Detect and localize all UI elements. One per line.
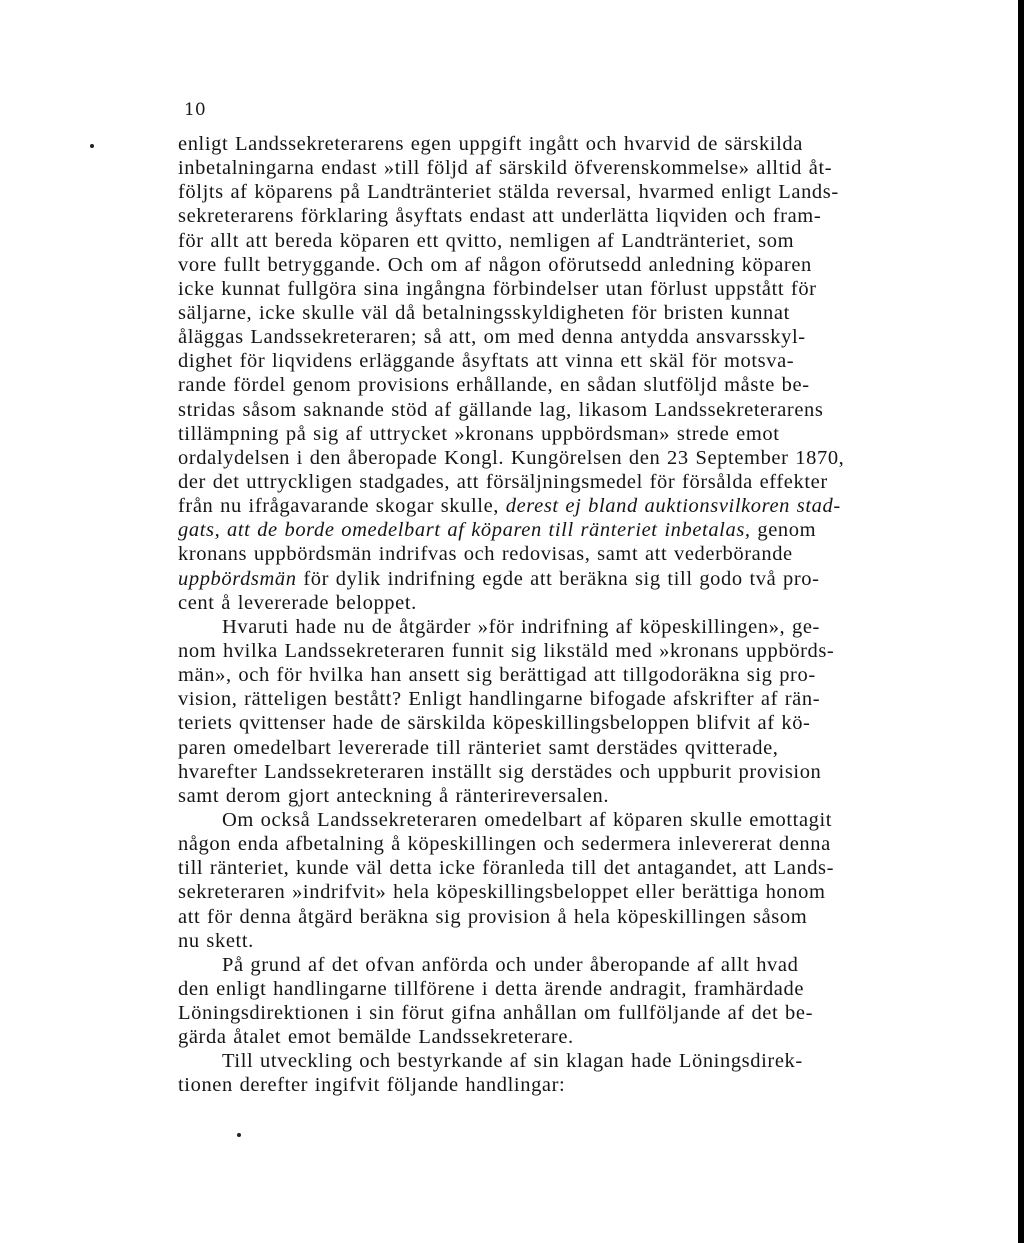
line-text: säljarne, icke skulle väl då betalningsskyldigheten för bristen kunnat [178, 301, 790, 324]
line-text: paren omedelbart levererade till ränteriet samt derstädes qvitterade, [178, 736, 779, 759]
line-text: teriets qvittenser hade de särskilda köpeskillingsbeloppen blifvit af kö- [178, 712, 811, 735]
line-text: för dylik indrifning egde att beräkna sig till godo två pro- [296, 567, 820, 590]
scan-speck [237, 1133, 241, 1137]
line-text: På grund af det ofvan anförda och under åberopande af allt hvad [222, 953, 799, 976]
text-line [178, 567, 933, 591]
text-line [178, 349, 933, 373]
text-line [178, 977, 933, 1001]
text-line [178, 470, 933, 494]
text-line [178, 760, 933, 784]
line-text: att för denna åtgärd beräkna sig provision å hela köpeskillingen såsom [178, 905, 808, 928]
text-line [178, 204, 933, 228]
text-line [178, 180, 933, 204]
text-line [178, 277, 933, 301]
text-line [178, 494, 933, 518]
text-line [178, 856, 933, 880]
line-text: från nu ifrågavarande skogar skulle, [178, 495, 506, 518]
line-text: samt derom gjort anteckning å ränterireversalen. [178, 784, 610, 807]
text-line [178, 808, 933, 832]
scan-edge [1018, 0, 1024, 1243]
text-line [178, 229, 933, 253]
line-text: kronans uppbördsmän indrifvas och redovisas, samt att vederbörande [178, 543, 793, 566]
text-line [178, 1001, 933, 1025]
line-text: till ränteriet, kunde väl detta icke föranleda till det antagandet, att Lands- [178, 857, 835, 880]
text-line [178, 736, 933, 760]
line-text: hvarefter Landssekreteraren inställt sig derstädes och uppburit provision [178, 760, 822, 783]
text-line [178, 687, 933, 711]
text-line [178, 132, 933, 156]
line-text: någon enda afbetalning å köpeskillingen och sedermera inlevererat denna [178, 833, 831, 856]
line-text: den enligt handlingarne tillförene i detta ärende andragit, framhärdade [178, 977, 805, 1000]
text-line [178, 905, 933, 929]
line-text: inbetalningarna endast »till följd af särskild öfverenskommelse» alltid åt- [178, 157, 833, 180]
text-line [178, 373, 933, 397]
text-line [178, 1073, 933, 1097]
text-line [178, 325, 933, 349]
text-line [178, 1049, 933, 1073]
text-line [178, 880, 933, 904]
text-line [178, 639, 933, 663]
line-text: Hvaruti hade nu de åtgärder »för indrifning af köpeskillingen», ge- [222, 615, 820, 638]
line-text: sekreterarens förklaring åsyftats endast att underlätta liqviden och fram- [178, 205, 822, 228]
line-text: enligt Landssekreterarens egen uppgift ingått och hvarvid de särskilda [178, 133, 803, 155]
line-text: nom hvilka Landssekreteraren funnit sig likstäld med »kronans uppbörds- [178, 639, 835, 662]
line-text: tionen derefter ingifvit följande handlingar: [178, 1074, 566, 1097]
line-text: Om också Landssekreteraren omedelbart af köparen skulle emottagit [222, 808, 833, 831]
text-line [178, 591, 933, 615]
line-text: der det uttryckligen stadgades, att försäljningsmedel för försålda effekter [178, 470, 828, 493]
line-text: dighet för liqvidens erläggande åsyftats att vinna ett skäl för motsva- [178, 350, 795, 373]
text-line [178, 301, 933, 325]
text-line [178, 398, 933, 422]
text-line [178, 711, 933, 735]
text-line [178, 1025, 933, 1049]
text-line [178, 253, 933, 277]
text-line [178, 784, 933, 808]
line-text: vision, rätteligen bestått? Enligt handlingarne bifogade afskrifter af rän- [178, 688, 821, 711]
text-line [178, 953, 933, 977]
text-line [178, 542, 933, 566]
line-text: gärda åtalet emot bemälde Landssekreterare. [178, 1026, 574, 1049]
text-line [178, 929, 933, 953]
italic-text: gats, att de borde omedelbart af köparen till ränteriet inbetalas, [178, 519, 751, 542]
line-text: cent å levererade beloppet. [178, 591, 417, 614]
line-text: tillämpning på sig af uttrycket »kronans uppbördsman» strede emot [178, 422, 780, 445]
text-line [178, 615, 933, 639]
line-text: stridas såsom saknande stöd af gällande lag, likasom Landssekreterarens [178, 398, 824, 421]
line-text: för allt att bereda köparen ett qvitto, nemligen af Landtränteriet, som [178, 229, 795, 252]
scan-speck [90, 144, 94, 148]
line-text: vore fullt betryggande. Och om af någon oförutsedd anledning köparen [178, 253, 812, 276]
line-text: rande fördel genom provisions erhållande, en sådan slutföljd måste be- [178, 374, 810, 397]
text-line [178, 663, 933, 687]
line-text: Till utveckling och bestyrkande af sin klagan hade Löningsdirek- [222, 1050, 803, 1073]
text-line [178, 832, 933, 856]
text-line [178, 422, 933, 446]
line-text: ordalydelsen i den åberopade Kongl. Kungörelsen den 23 September 1870, [178, 446, 845, 469]
line-text: icke kunnat fullgöra sina ingångna förbindelser utan förlust uppstått för [178, 277, 817, 300]
italic-text: uppbördsmän [178, 567, 297, 590]
line-text: följts af köparens på Landtränteriet stälda reversal, hvarmed enligt Lands- [178, 181, 839, 204]
line-text: män», och för hvilka han ansett sig berättigad att tillgodoräkna sig pro- [178, 664, 816, 687]
body-text [178, 132, 933, 1098]
line-text: sekreteraren »indrifvit» hela köpeskillingsbeloppet eller berättiga honom [178, 881, 826, 904]
text-line [178, 518, 933, 542]
line-text: nu skett. [178, 929, 254, 952]
line-text: genom [750, 519, 817, 542]
line-text: Löningsdirektionen i sin förut gifna anhållan om fullföljande af det be- [178, 1002, 814, 1025]
text-line [178, 446, 933, 470]
italic-text: derest ej bland auktionsvilkoren stad- [505, 495, 841, 518]
line-text: åläggas Landssekreteraren; så att, om med denna antydda ansvarsskyl- [178, 326, 806, 349]
text-line [178, 156, 933, 180]
page-number: 10 [184, 100, 206, 120]
